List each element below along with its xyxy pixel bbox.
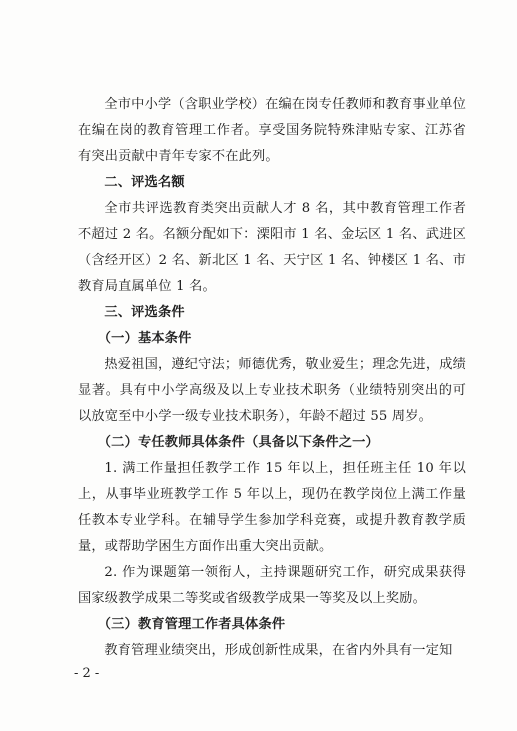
quota-paragraph: 全市共评选教育类突出贡献人才 8 名，其中教育管理工作者不超过 2 名。名额分配如下：溧阳市 1 名、金坛区 1 名、武进区（含经开区）2 名、新北区 1 名、天宁区 1 名、钟楼区 1 名、市教育局直属单位 1 名。: [78, 201, 466, 294]
section-heading-criteria: 三、评选条件: [104, 305, 185, 320]
subheading-basic-conditions: （一）基本条件: [97, 331, 192, 346]
scope-paragraph: 全市中小学（含职业学校）在编在岗专任教师和教育事业单位在编在岗的教育管理工作者。享受国务院特殊津贴专家、江苏省有突出贡献中青年专家不在此列。: [78, 97, 466, 164]
basic-conditions-paragraph: 热爱祖国，遵纪守法；师德优秀，敬业爱生；理念先进，成绩显著。具有中小学高级及以上专业技术职务（业绩特别突出的可以放宽至中小学一级专业技术职务），年龄不超过 55 周岁。: [78, 357, 466, 424]
page-number: - 2 -: [74, 666, 100, 681]
teacher-condition-1: 1. 满工作量担任教学工作 15 年以上，担任班主任 10 年以上，从事毕业班教学工作 5 年以上，现仍在教学岗位上满工作量任教本专业学科。在辅导学生参加学科竞赛，或提升教育教学质量，或帮助学困生方面作出重大突出贡献。: [78, 461, 466, 554]
subheading-manager-conditions: （三）教育管理工作者具体条件: [97, 617, 286, 632]
subheading-teacher-conditions: （二）专任教师具体条件（具备以下条件之一）: [97, 435, 379, 450]
teacher-condition-2: 2. 作为课题第一领衔人，主持课题研究工作，研究成果获得国家级教学成果二等奖或省级教学成果一等奖及以上奖励。: [78, 565, 466, 606]
section-heading-quota: 二、评选名额: [104, 175, 185, 190]
document-body: [78, 92, 466, 664]
manager-conditions-paragraph: 教育管理业绩突出，形成创新性成果，在省内外具有一定知: [104, 643, 453, 658]
